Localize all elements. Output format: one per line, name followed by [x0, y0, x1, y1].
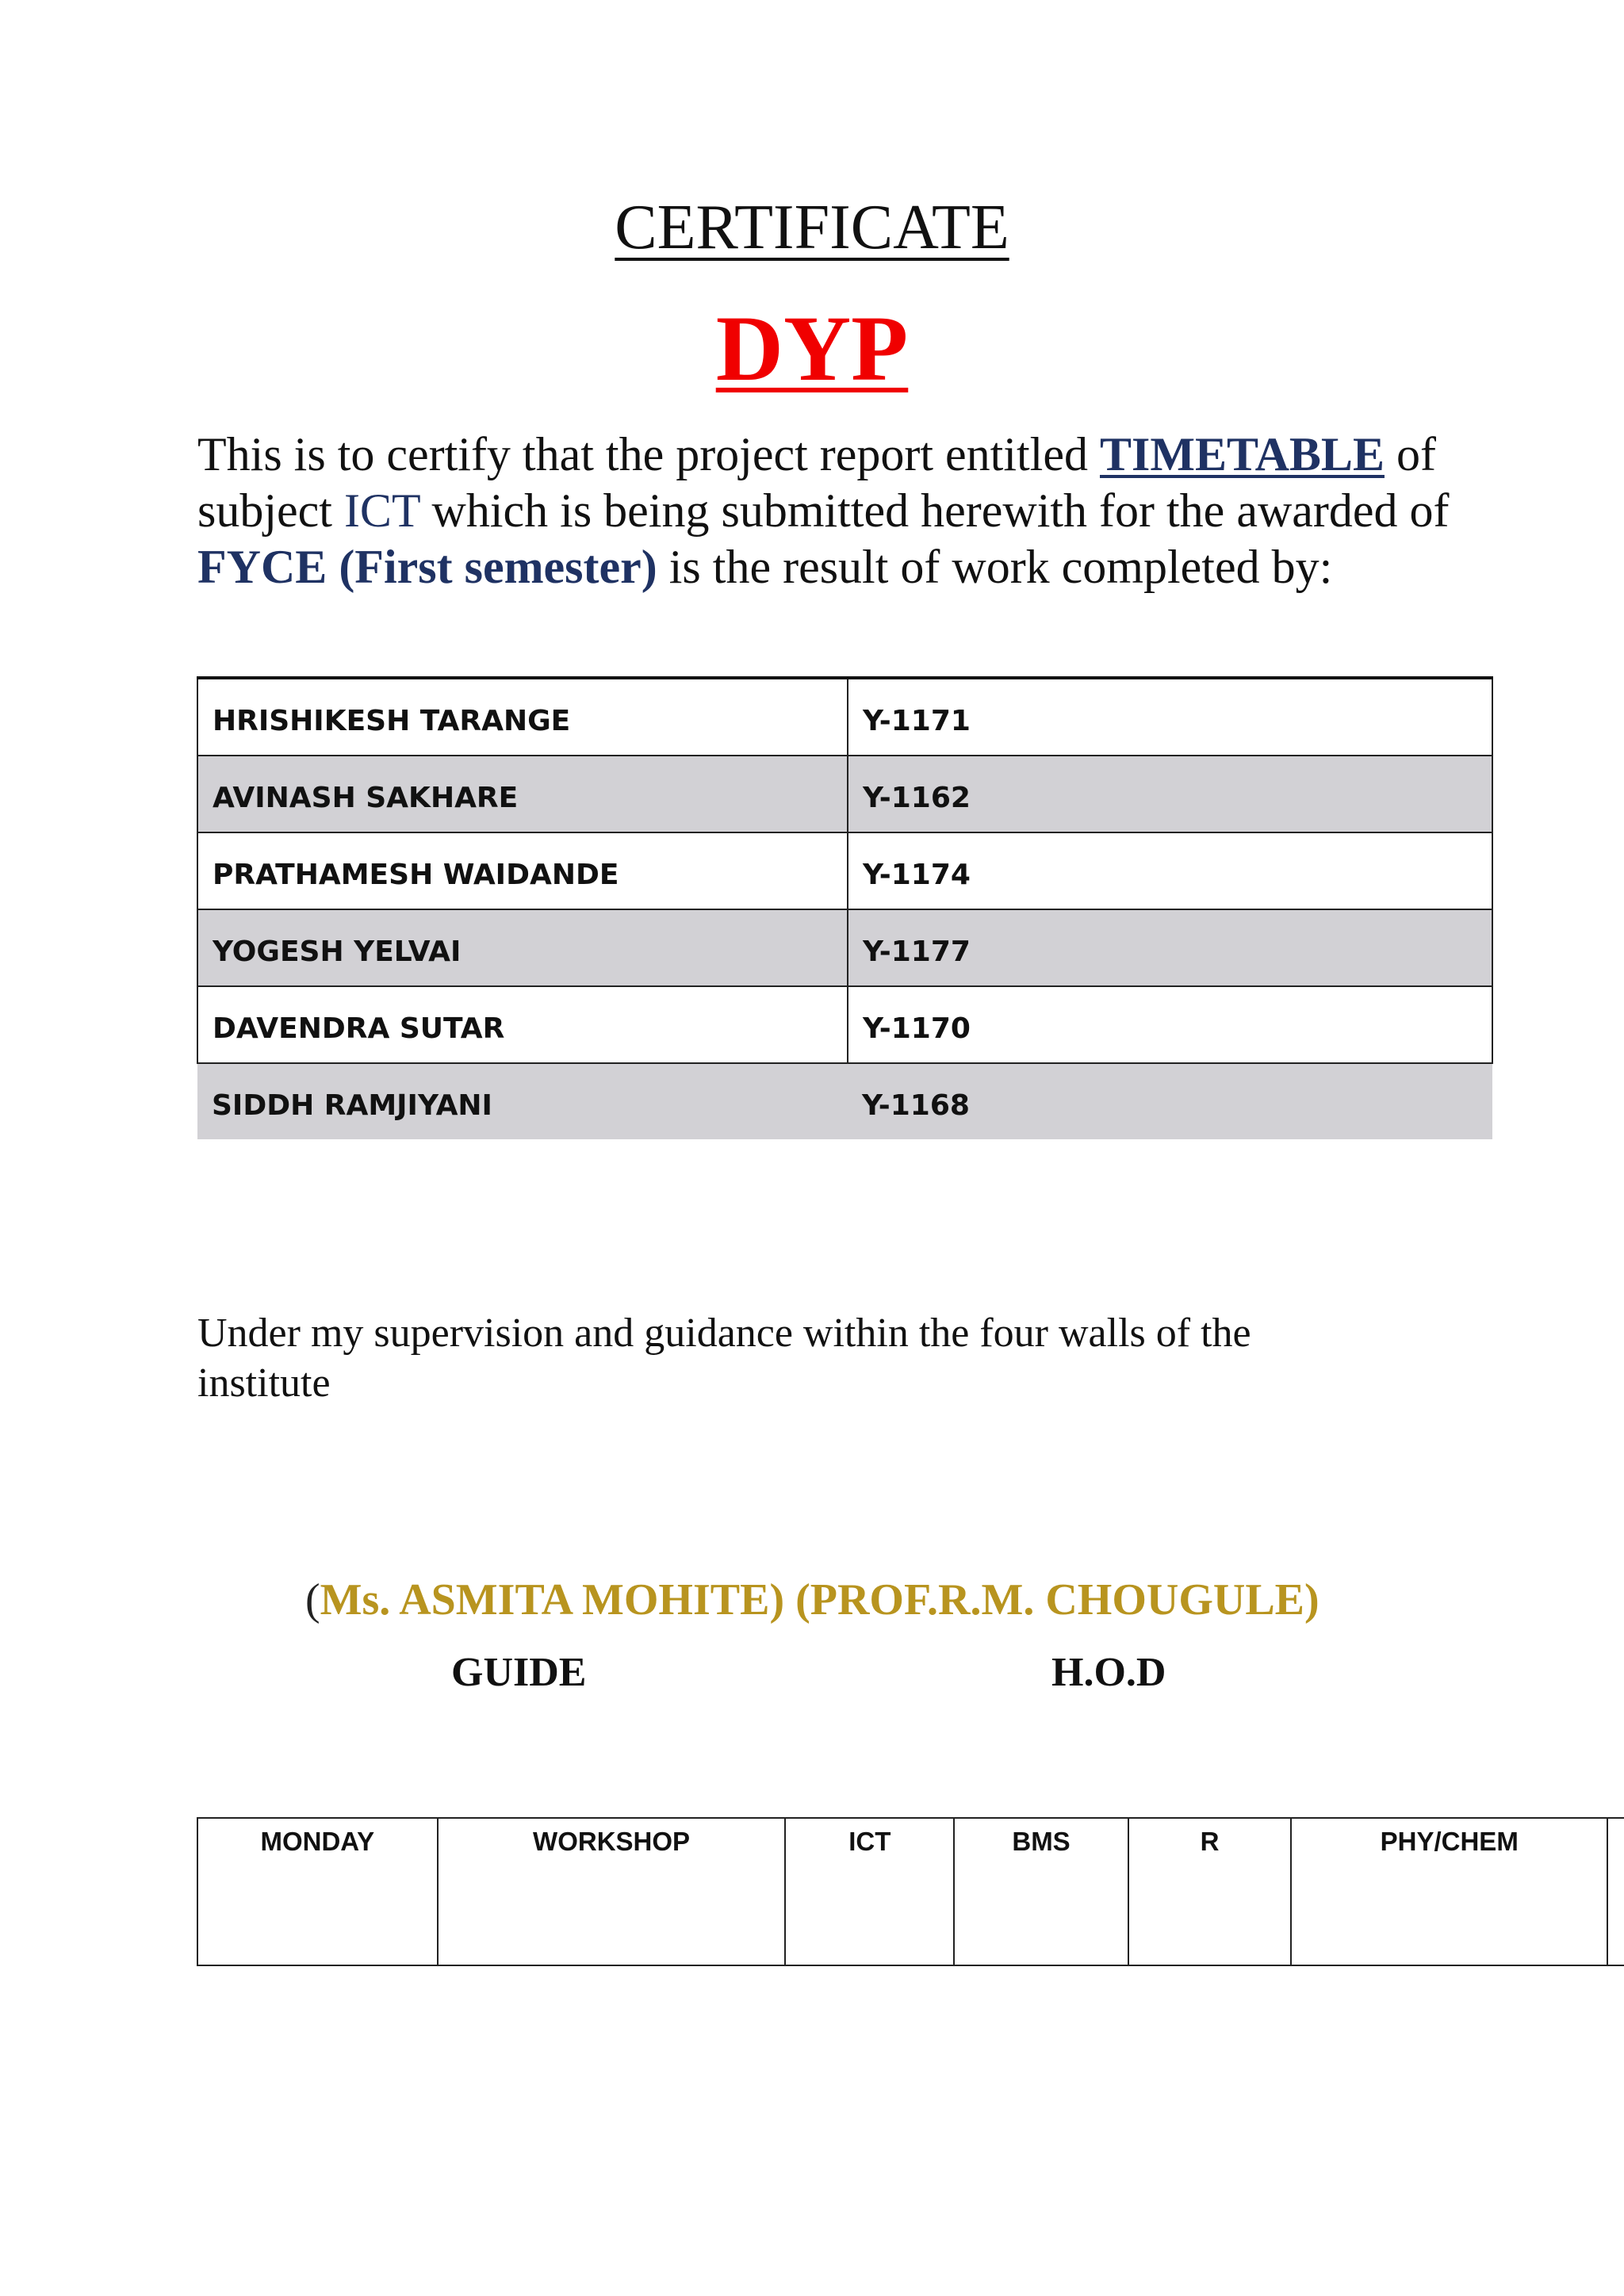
timetable-grid: [197, 1817, 1624, 1966]
signatory-names: [305, 1575, 1320, 1625]
intro-text: of subject: [197, 428, 1436, 537]
student-id: Y-1162: [848, 756, 1492, 832]
student-name: AVINASH SAKHARE: [197, 756, 848, 832]
student-name: YOGESH YELVAI: [197, 909, 848, 986]
supervision-note: Under my supervision and guidance within the four walls of the institute: [197, 1311, 1251, 1406]
signatory-text: Ms. ASMITA MOHITE) (PROF.R.M. CHOUGULE): [320, 1575, 1320, 1624]
institute-brand: DYP: [715, 297, 909, 400]
table-row: [197, 909, 1492, 986]
student-id: Y-1168: [848, 1063, 1492, 1139]
table-row: [197, 986, 1492, 1063]
student-id: Y-1177: [848, 909, 1492, 986]
student-name: PRATHAMESH WAIDANDE: [197, 832, 848, 909]
table-row: [197, 832, 1492, 909]
table-row: [197, 1063, 1492, 1139]
guide-role: GUIDE: [451, 1650, 587, 1695]
project-title: TIMETABLE: [1099, 428, 1385, 480]
timetable-cell: ICT: [785, 1818, 954, 1965]
opening-parenthesis: (: [305, 1575, 320, 1624]
table-row: [197, 756, 1492, 832]
student-id: Y-1174: [848, 832, 1492, 909]
student-name: DAVENDRA SUTAR: [197, 986, 848, 1063]
timetable-cell: MONDAY: [197, 1818, 438, 1965]
intro-text: which is being submitted herewith for the awarded of: [419, 484, 1450, 537]
student-id: Y-1171: [848, 678, 1492, 756]
intro-text: This is to certify that the project report entitled: [197, 428, 1100, 480]
hod-role: H.O.D: [1051, 1650, 1166, 1695]
timetable-cell: BMS: [954, 1818, 1128, 1965]
student-name: HRISHIKESH TARANGE: [197, 678, 848, 756]
subject-name: ICT: [343, 484, 420, 537]
timetable-cell: PHY/CHEM: [1291, 1818, 1607, 1965]
timetable-cell: R: [1128, 1818, 1291, 1965]
table-row: [197, 678, 1492, 756]
student-name: SIDDH RAMJIYANI: [197, 1063, 848, 1139]
timetable-cell: WORKSHOP: [438, 1818, 786, 1965]
certification-statement: [197, 427, 1466, 595]
program-name: FYCE (First semester): [197, 541, 657, 593]
students-table: [197, 676, 1493, 1139]
certificate-title: CERTIFICATE: [615, 193, 1009, 262]
student-id: Y-1170: [848, 986, 1492, 1063]
timetable-cell: [1607, 1818, 1624, 1965]
intro-text: is the result of work completed by:: [657, 541, 1333, 593]
timetable-row: [197, 1818, 1624, 1965]
